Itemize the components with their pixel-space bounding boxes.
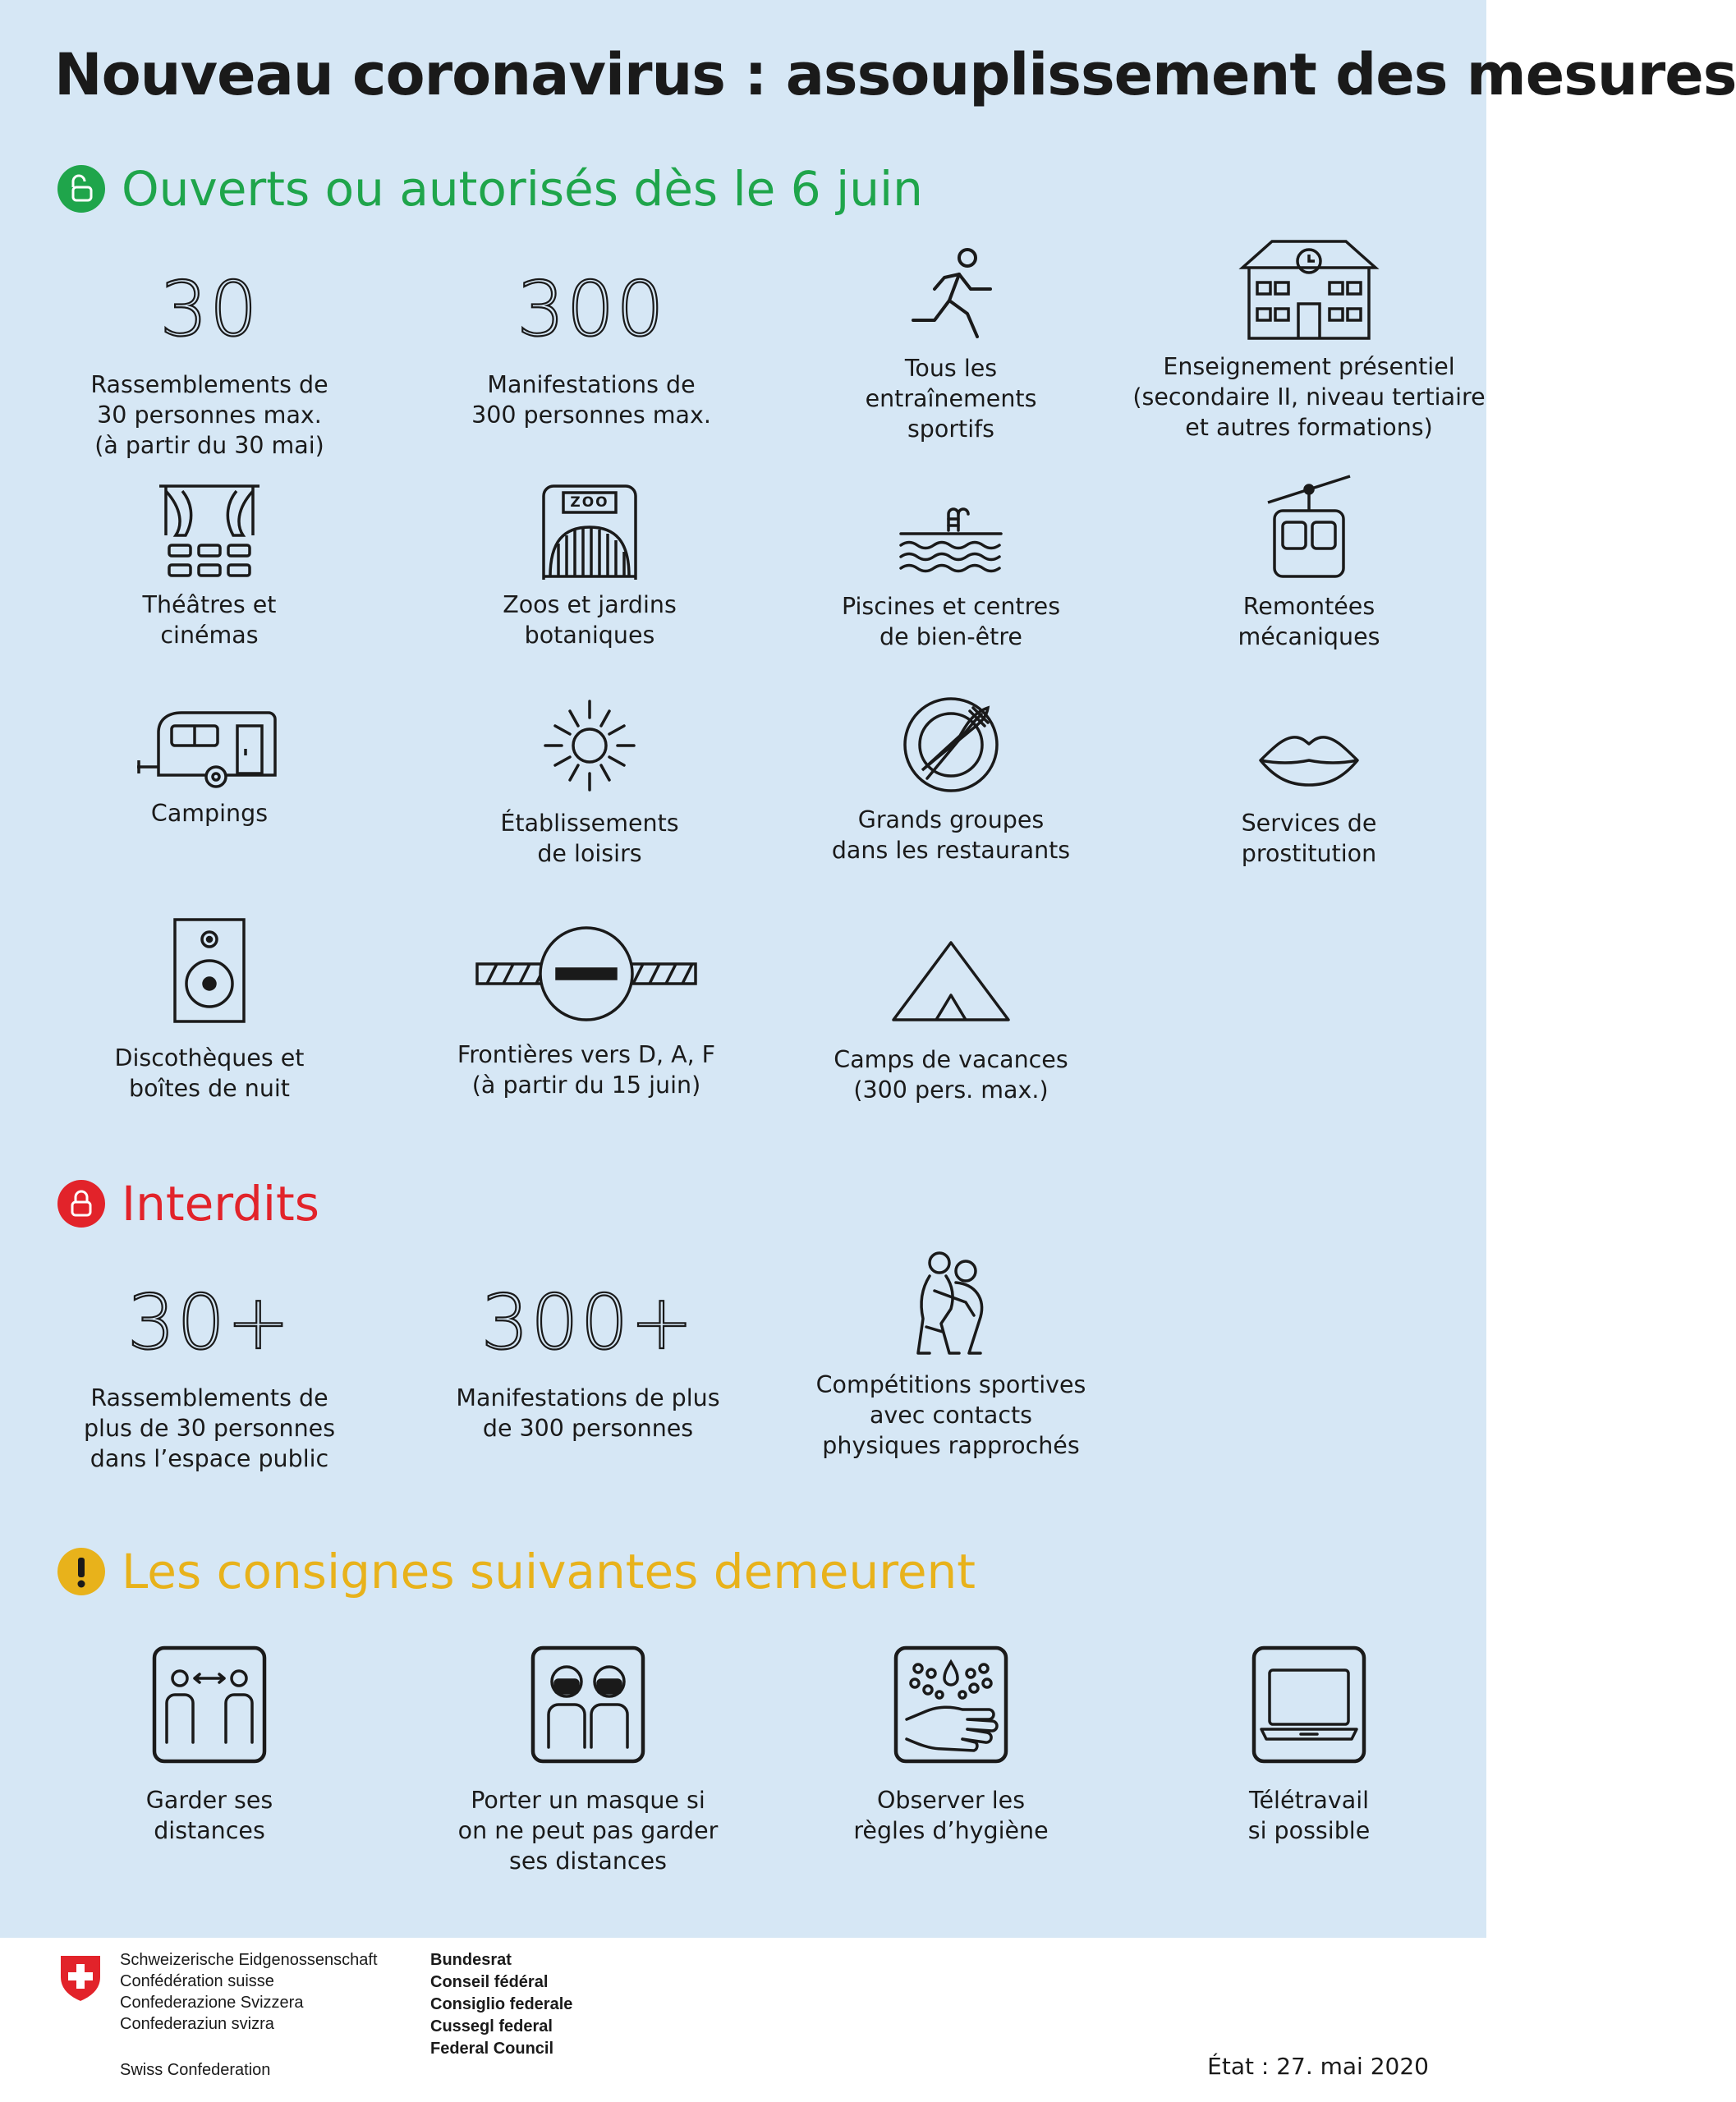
distance-people-icon (152, 1645, 267, 1764)
item-events-300 (415, 264, 768, 430)
item-hygiene-rules (774, 1645, 1127, 1846)
number-300-plus-icon: 300+ (480, 1278, 696, 1366)
item-label: Compétitions sportives avec contacts physiques rapprochés (815, 1371, 1086, 1459)
item-label: Porter un masque si on ne peut pas garder ses distances (457, 1787, 719, 1875)
section-open-title: Ouverts ou autorisés dès le 6 juin (122, 161, 923, 217)
item-in-person-teaching (1132, 236, 1486, 443)
item-label: Enseignement présentiel (secondaire II, niveau tertiaire et autres formations) (1132, 353, 1486, 441)
item-label: Discothèques et boîtes de nuit (114, 1044, 305, 1102)
number-30-icon: 30 (159, 265, 259, 353)
exclamation-icon (57, 1548, 105, 1595)
lips-icon (1257, 731, 1361, 788)
item-label: Piscines et centres de bien-être (841, 593, 1061, 650)
item-borders (410, 925, 763, 1100)
runner-icon (902, 246, 1000, 345)
council-name-it: Consiglio federale (430, 1995, 573, 2013)
item-telework (1132, 1645, 1486, 1846)
item-label: Frontières vers D, A, F (à partir du 15 juin) (457, 1041, 716, 1099)
item-campings (33, 708, 386, 828)
speaker-icon (173, 918, 246, 1023)
item-label: Rassemblements de plus de 30 personnes dans l’espace public (83, 1384, 336, 1472)
section-rules-title: Les consignes suivantes demeurent (122, 1544, 976, 1599)
caravan-icon (135, 708, 283, 788)
confederation-name-rm: Confederaziun svizra (120, 2015, 274, 2033)
item-wear-mask (411, 1645, 765, 1876)
hand-hygiene-icon (893, 1645, 1008, 1764)
tent-icon (890, 939, 1012, 1023)
item-keep-distance (33, 1645, 386, 1846)
laptop-icon (1251, 1645, 1366, 1764)
sun-icon (540, 696, 639, 795)
council-name-de: Bundesrat (430, 1951, 512, 1969)
item-label: Services de prostitution (1241, 810, 1377, 867)
section-banned-header (57, 1176, 319, 1232)
item-pools-wellness (774, 509, 1127, 652)
federal-council-names (430, 1949, 572, 2060)
item-gatherings-30-plus (33, 1278, 386, 1474)
council-name-en: Federal Council (430, 2040, 554, 2058)
item-label: Manifestations de 300 personnes max. (471, 371, 711, 429)
unlocked-padlock-icon (57, 165, 105, 213)
section-open-header (57, 161, 923, 217)
item-label: Garder ses distances (145, 1787, 273, 1844)
confederation-name-de: Schweizerische Eidgenossenschaft (120, 1951, 378, 1969)
item-leisure-facilities (413, 696, 766, 869)
item-discotheques (33, 918, 386, 1104)
status-date: État : 27. mai 2020 (1207, 2053, 1429, 2080)
masked-people-icon (530, 1645, 645, 1764)
council-name-rm: Cussegl federal (430, 2017, 553, 2035)
wrestlers-icon (910, 1250, 992, 1358)
school-building-icon (1239, 236, 1379, 340)
item-label: Camps de vacances (300 pers. max.) (834, 1046, 1068, 1104)
item-contact-sports (774, 1250, 1127, 1461)
council-name-fr: Conseil fédéral (430, 1973, 549, 1991)
item-label: Observer les règles d’hygiène (853, 1787, 1049, 1844)
item-sports-training (774, 246, 1127, 444)
footer (0, 1938, 1486, 2102)
item-zoos-gardens (413, 484, 766, 650)
confederation-name-en: Swiss Confederation (120, 2061, 271, 2079)
page-title: Nouveau coronavirus : assouplissement des mesures (54, 41, 1736, 108)
locked-padlock-icon (57, 1180, 105, 1228)
swiss-coat-of-arms-icon (57, 1953, 103, 2003)
item-prostitution-services (1132, 731, 1486, 869)
item-theatres-cinemas (33, 484, 386, 650)
item-ski-lifts (1132, 473, 1486, 652)
item-label: Zoos et jardins botaniques (503, 591, 677, 649)
confederation-name-it: Confederazione Svizzera (120, 1994, 304, 2012)
confederation-names (120, 1949, 378, 2081)
item-label: Télétravail si possible (1247, 1787, 1371, 1844)
item-label: Établissements de loisirs (500, 810, 679, 867)
section-banned-title: Interdits (122, 1176, 320, 1232)
section-rules-header (57, 1544, 976, 1599)
item-label: Manifestations de plus de 300 personnes (456, 1384, 720, 1442)
confederation-name-fr: Confédération suisse (120, 1972, 274, 1990)
item-holiday-camps (774, 939, 1127, 1105)
item-label: Théâtres et cinémas (142, 591, 277, 649)
zoo-sign-text: ZOO (570, 494, 609, 511)
plate-cutlery-icon (902, 696, 999, 793)
item-label: Tous les entraînements sportifs (865, 355, 1037, 443)
number-30-plus-icon: 30+ (126, 1278, 292, 1366)
item-label: Grands groupes dans les restaurants (831, 806, 1071, 864)
item-label: Remontées mécaniques (1238, 593, 1380, 650)
item-restaurant-groups (774, 696, 1127, 865)
cable-car-icon (1268, 473, 1350, 580)
item-label: Campings (150, 800, 269, 827)
item-label: Rassemblements de 30 personnes max. (à partir du 30 mai) (90, 371, 328, 459)
item-gatherings-30 (33, 264, 386, 461)
pool-icon (898, 509, 1004, 575)
theatre-icon (158, 484, 261, 580)
border-barrier-icon (475, 925, 697, 1021)
number-300-icon: 300 (517, 265, 666, 353)
item-events-300-plus (411, 1278, 765, 1443)
